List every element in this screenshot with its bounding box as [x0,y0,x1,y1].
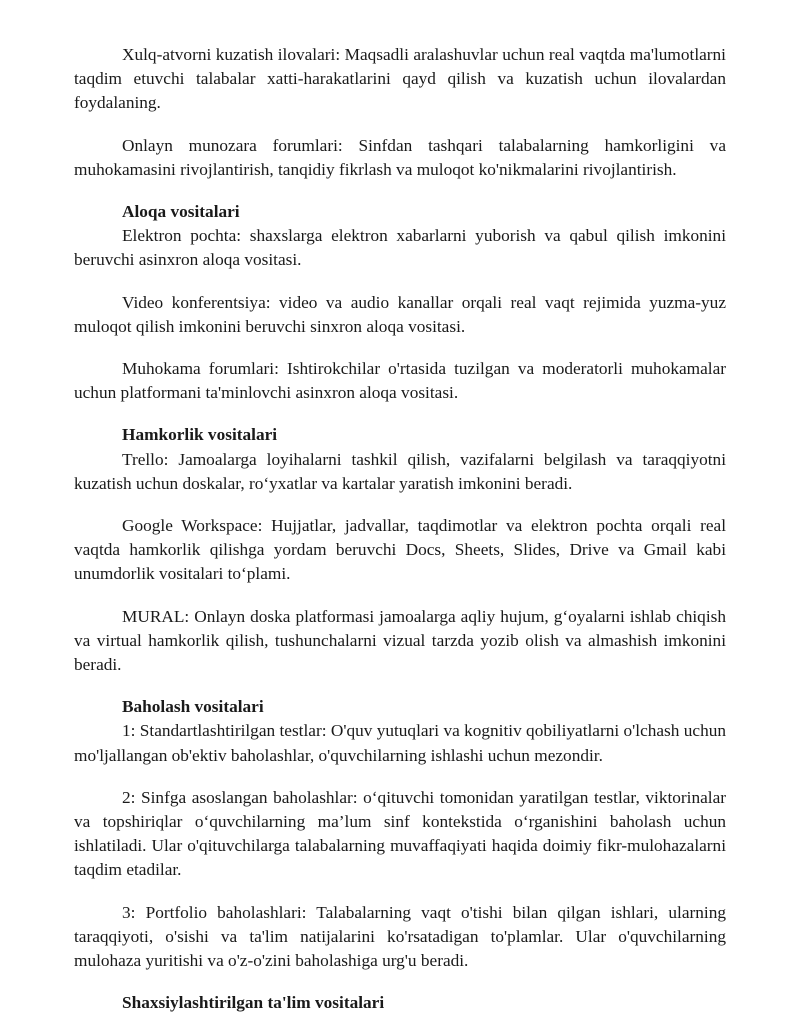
paragraph-online-discussion-forums: Onlayn munozara forumlari: Sinfdan tashqari talabalarning hamkorligini va muhokamasini rivojlantirish, tanqidiy fikrlash va muloqot ko'nikmalarini rivojlantirish. [74,135,726,179]
paragraph-email: Elektron pochta: shaxslarga elektron xabarlarni yuborish va qabul qilish imkonini beruvchi asinxron aloqa vositasi. [74,226,726,270]
paragraph-classroom-assessments: 2: Sinfga asoslangan baholashlar: o‘qituvchi tomonidan yaratilgan testlar, viktorinalar va topshiriqlar o‘quvchilarning ma’lum sinf kontekstida o‘rganishini baholash uchun ishlatiladi. Ular o'qituvchilarga talabalarning muvaffaqiyati haqida doimiy fikr-mulohazalarni taqdim etadilar. [74,787,726,880]
document-page [74,43,726,1016]
heading-assessment-tools: Baholash vositalari [122,697,264,717]
heading-communication-tools: Aloqa vositalari [122,202,240,222]
paragraph-google-workspace: Google Workspace: Hujjatlar, jadvallar, taqdimotlar va elektron pochta orqali real vaqtda hamkorlik qilishga yordam beruvchi Docs, Sheets, Slides, Drive va Gmail kabi unumdorlik vositalari to‘plami. [74,516,726,584]
paragraph-trello: Trello: Jamoalarga loyihalarni tashkil qilish, vazifalarni belgilash va taraqqiyotni kuzatish uchun doskalar, ro‘yxatlar va kartalar yaratish imkonini beradi. [74,449,726,493]
heading-personalized-learning-tools: Shaxsiylashtirilgan ta'lim vositalari [122,993,385,1013]
paragraph-behavior-tracking-apps: Xulq-atvorni kuzatish ilovalari: Maqsadli aralashuvlar uchun real vaqtda ma'lumotlarni taqdim etuvchi talabalar xatti-harakatlarini qayd qilish va kuzatish uchun ilovalardan foydalaning. [74,45,726,113]
paragraph-mural: MURAL: Onlayn doska platformasi jamoalarga aqliy hujum, g‘oyalarni ishlab chiqish va virtual hamkorlik qilish, tushunchalarni vizual tarzda yozib olish va almashish imkonini beradi. [74,606,726,675]
paragraph-portfolio-assessments: 3: Portfolio baholashlari: Talabalarning vaqt o'tishi bilan qilgan ishlari, ularning taraqqiyoti, o'sishi va ta'lim natijalarini ko'rsatadigan to'plamlar. Ular o'quvchilarning mulohaza yuritishi va o'z-o'zini baholashiga urg'u beradi. [74,902,726,971]
paragraph-standardized-tests: 1: Standartlashtirilgan testlar: O'quv yutuqlari va kognitiv qobiliyatlarni o'lchash uchun mo'ljallangan ob'ektiv baholashlar, o'quvchilarning ishlashi uchun mezondir. [74,721,726,765]
paragraph-discussion-forums: Muhokama forumlari: Ishtirokchilar o'rtasida tuzilgan va moderatorli muhokamalar uchun platformani ta'minlovchi asinxron aloqa vositasi. [74,359,726,403]
heading-collaboration-tools: Hamkorlik vositalari [122,425,278,445]
paragraph-video-conferencing: Video konferentsiya: video va audio kanallar orqali real vaqt rejimida yuzma-yuz muloqot qilish imkonini beruvchi sinxron aloqa vositasi. [74,292,726,336]
